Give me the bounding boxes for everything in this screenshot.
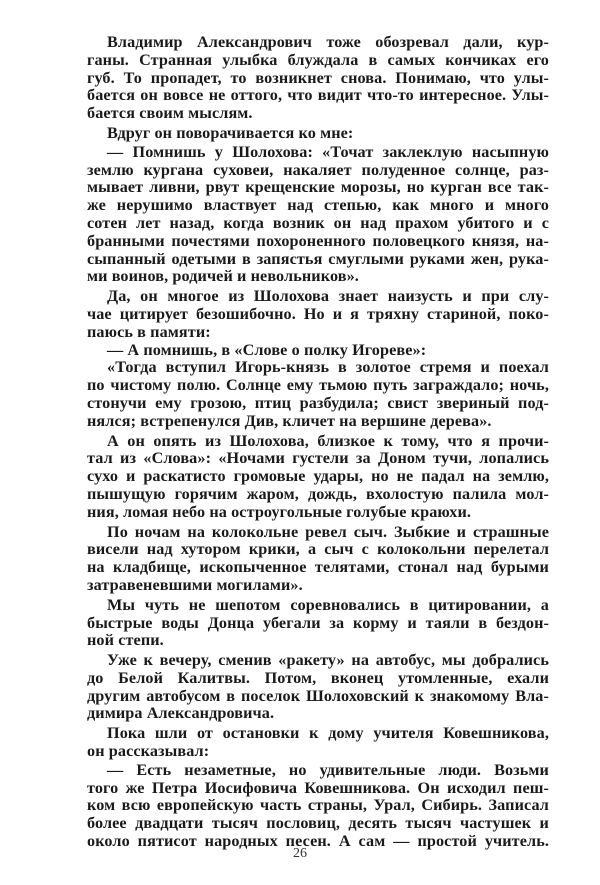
paragraph xyxy=(87,652,549,723)
text-line: бается он вовсе не оттого, что видит что-то интересное. Улы- xyxy=(87,86,549,105)
text-line: стонучи ему грозою, птиц разбудила; свист звериный под- xyxy=(87,393,549,412)
text-line: висели над хутором крики, а сыч с колокольни перелетал xyxy=(87,540,549,559)
paragraph xyxy=(87,524,549,595)
text-line: тал из «Слова»: «Ночами густели за Доном тучи, лопались xyxy=(87,449,549,468)
text-line: Вдруг он поворачивается ко мне: xyxy=(107,123,354,142)
text-line: около пятисот народных песен. А сам — простой учитель. xyxy=(87,832,549,851)
text-line: ной степи. xyxy=(87,631,164,650)
text-line: А он опять из Шолохова, близкое к тому, что я прочи- xyxy=(107,431,549,450)
text-line: того же Петра Иосифовича Ковешникова. Он исходил пеш- xyxy=(87,778,549,797)
text-line: ком всю европейскую часть страны, Урал, Сибирь. Записал xyxy=(87,796,549,815)
text-line: другим автобусом в поселок Шолоховский к знакомому Вла- xyxy=(87,686,549,705)
text-line: Пока шли от остановки к дому учителя Ковешникова, xyxy=(107,724,549,743)
text-line: Мы чуть не шепотом соревновались в цитировании, а xyxy=(107,595,549,614)
text-line: более двадцати тысяч пословиц, десять тысяч частушек и xyxy=(87,814,549,833)
text-line: бается своим мыслям. xyxy=(87,104,253,123)
text-line: бранными почестями похороненного половецкого князя, на- xyxy=(87,231,549,250)
text-line: Да, он многое из Шолохова знает наизусть и при слу- xyxy=(107,287,549,306)
page-body xyxy=(87,34,549,851)
text-line: мывает ливни, рвут крещенские морозы, но курган все так- xyxy=(87,178,549,197)
text-line: димира Александровича. xyxy=(87,704,275,723)
paragraph xyxy=(87,125,549,143)
text-line: «Тогда вступил Игорь-князь в золотое стремя и поехал xyxy=(107,358,549,377)
text-line: — Есть незаметные, но удивительные люди. Возьми xyxy=(107,760,549,779)
text-line: По ночам на колокольне ревел сыч. Зыбкие и страшные xyxy=(107,522,549,541)
page-number: 26 xyxy=(293,846,307,861)
text-line: по чистому полю. Солнце ему тьмою путь заграждало; ночь, xyxy=(87,376,549,395)
paragraph xyxy=(87,288,549,341)
text-line: губ. То пропадет, то возникнет снова. Понимаю, что улы- xyxy=(87,68,549,87)
paragraph xyxy=(87,342,549,360)
paragraph xyxy=(87,144,549,286)
text-line: пышущую горячим жаром, дождь, вхолостую палила мол- xyxy=(87,484,549,503)
text-line: ганы. Странная улыбка блуждала в самых кончиках его xyxy=(87,50,549,69)
text-line: сыпанный одетыми в запястья смуглыми руками жен, рука- xyxy=(87,249,549,268)
text-line: Уже к вечеру, сменив «ракету» на автобус, мы добрались xyxy=(107,651,549,670)
paragraph xyxy=(87,597,549,650)
paragraph xyxy=(87,359,549,430)
text-line: нялся; встрепенулся Див, кличет на вершине дерева». xyxy=(87,411,492,430)
text-line: — А помнишь, в «Слове о полку Игореве»: xyxy=(107,340,427,359)
paragraph xyxy=(87,762,549,851)
text-line: землю кургана суховеи, накаляет полуденное солнце, раз- xyxy=(87,160,549,179)
text-line: сухо и раскатисто громовые удары, но не падал на землю, xyxy=(87,467,549,486)
paragraph xyxy=(87,725,549,761)
text-line: ми воинов, родичей и невольников». xyxy=(87,267,359,286)
text-line: паюсь в памяти: xyxy=(87,322,211,341)
text-line: до Белой Калитвы. Потом, вконец утомленные, ехали xyxy=(87,668,549,687)
paragraph xyxy=(87,433,549,522)
text-line: затравеневшими могилами». xyxy=(87,575,303,594)
text-line: он рассказывал: xyxy=(87,742,210,761)
text-line: Владимир Александрович тоже обозревал дали, кур- xyxy=(107,33,549,51)
text-line: ния, ломая небо на остроугольные голубые краюхи. xyxy=(87,502,472,521)
paragraph xyxy=(87,34,549,123)
text-line: чае цитирует безошибочно. Но и я тряхну стариной, поко- xyxy=(87,304,549,323)
text-line: — Помнишь у Шолохова: «Точат заклеклую насыпную xyxy=(107,142,549,161)
text-line: быстрые воды Донца убегали за корму и таяли в бездон- xyxy=(87,613,549,632)
text-line: на кладбище, ископыченное телятами, стонал над бурыми xyxy=(87,558,549,577)
text-line: же нерушимо властвует над степью, как много и много xyxy=(87,196,549,215)
text-line: сотен лет назад, когда возник он над прахом убитого и с xyxy=(87,213,549,232)
